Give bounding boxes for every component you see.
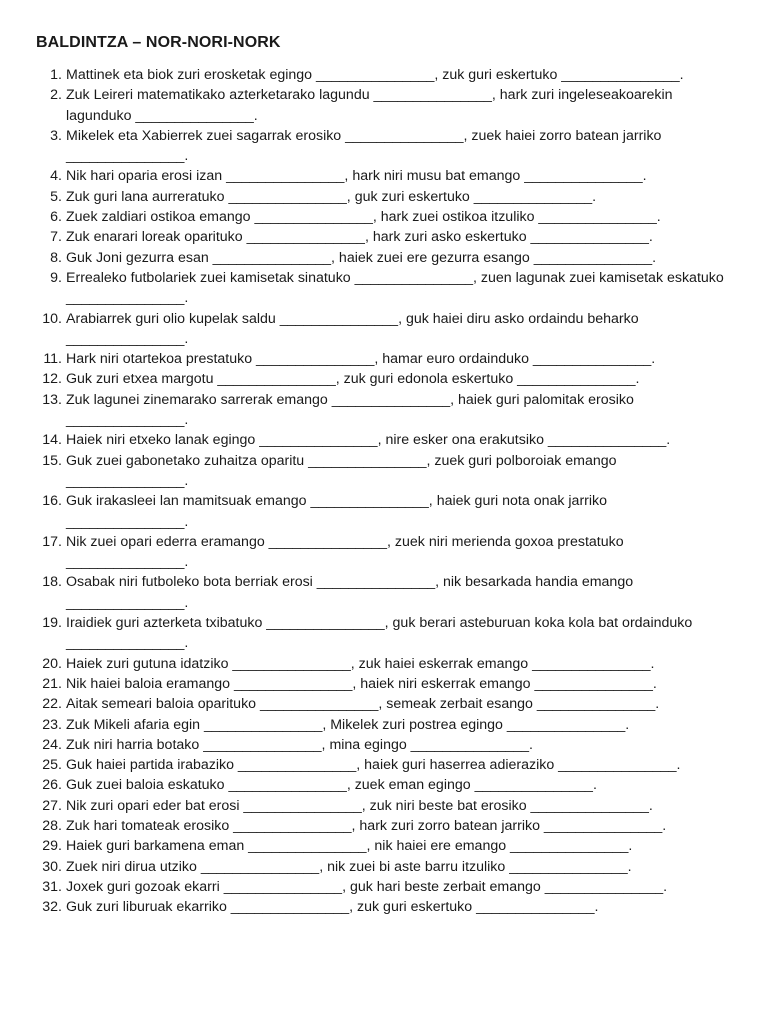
exercise-text: Nik zuei opari ederra eramango _______________, zuek niri merienda goxoa prestatuko _______________. [66,533,624,571]
page-title: BALDINTZA – NOR-NORI-NORK [36,34,281,51]
exercise-number: 2. [50,87,62,104]
exercise-number: 16. [42,493,62,510]
exercise-text: Guk zuri etxea margotu _______________, zuk guri edonola eskertuko _______________. [66,371,640,388]
exercise-text: Mattinek eta biok zuri erosketak egingo _______________, zuk guri eskertuko _______________. [66,67,684,83]
exercise-number: 31. [42,878,62,895]
exercise-number: 20. [42,655,62,672]
exercise-number: 17. [42,533,62,550]
exercise-number: 12. [42,371,62,388]
exercise-item [36,613,728,654]
exercise-item [36,897,728,917]
exercise-item [36,207,728,227]
exercise-text: Iraidiek guri azterketa txibatuko _______________, guk berari asteburuan koka kola bat ordainduko _______________. [66,615,693,652]
exercise-text: Nik zuri opari eder bat erosi _______________, zuk niri beste bat erosiko _______________. [66,797,653,814]
exercise-text: Osabak niri futboleko bota berriak erosi _______________, nik besarkada handia emango _______________. [66,574,634,611]
exercise-number: 8. [50,249,62,266]
exercise-item [36,126,728,167]
exercise-item [36,166,728,186]
exercise-number: 22. [42,696,62,713]
exercise-item [36,857,728,877]
exercise-number: 11. [43,351,62,368]
exercise-item [36,715,728,735]
exercise-item [36,451,728,492]
exercise-text: Zuk Mikeli afaria egin _______________, Mikelek zuri postrea egingo _______________. [66,716,630,733]
exercise-item [36,309,728,350]
exercise-item [36,532,728,573]
exercise-number: 10. [42,310,62,327]
exercise-item [36,65,728,85]
exercise-number: 28. [42,817,62,834]
exercise-text: Zuek niri dirua utziko _______________, nik zuei bi aste barru itzuliko _______________. [66,858,632,875]
exercise-item [36,430,728,450]
exercise-item [36,654,728,674]
exercise-item [36,248,728,268]
exercise-text: Zuek zaldiari ostikoa emango _______________, hark zuei ostikoa itzuliko _______________. [66,209,661,226]
exercise-text: Guk irakasleei lan mamitsuak emango _______________, haiek guri nota onak jarriko _______________. [66,493,608,530]
exercise-number: 4. [50,168,62,185]
exercise-item [36,390,728,431]
exercise-text: Guk zuei baloia eskatuko _______________, zuek eman egingo _______________. [66,777,597,794]
exercise-item [36,836,728,856]
exercise-text: Haiek guri barkamena eman _______________, nik haiei ere emango _______________. [66,838,633,855]
exercise-item [36,268,728,309]
exercise-number: 7. [50,229,62,246]
exercise-number: 5. [50,188,62,205]
exercise-item [36,369,728,389]
exercise-number: 3. [50,127,62,144]
exercise-item [36,735,728,755]
exercise-item [36,877,728,897]
exercise-item [36,674,728,694]
exercise-item [36,227,728,247]
exercise-text: Aitak semeari baloia oparituko _______________, semeak zerbait esango _______________. [66,696,660,713]
exercise-text: Guk zuri liburuak ekarriko _______________, zuk guri eskertuko _______________. [66,899,599,916]
exercise-item [36,187,728,207]
exercise-text: Guk Joni gezurra esan _______________, haiek zuei ere gezurra esango _______________. [66,249,657,266]
exercise-item [36,796,728,816]
exercise-number: 32. [42,899,62,916]
exercise-text: Guk zuei gabonetako zuhaitza oparitu _______________, zuek guri polboroiak emango _______________. [66,452,617,489]
exercise-number: 21. [42,675,62,692]
exercise-text: Zuk Leireri matematikako azterketarako lagundu _______________, hark zuri ingeleseakoarekin lagunduko _______________. [66,87,673,124]
exercise-item [36,349,728,369]
exercise-item [36,694,728,714]
exercise-text: Zuk niri harria botako _______________, mina egingo _______________. [66,736,533,753]
exercise-number: 19. [42,615,62,632]
exercise-item [36,755,728,775]
exercise-number: 15. [42,452,62,469]
exercise-text: Zuk hari tomateak erosiko _______________, hark zuri zorro batean jarriko _______________. [66,817,667,834]
exercise-number: 13. [42,391,62,408]
exercise-text: Zuk guri lana aurreratuko _______________, guk zuri eskertuko _______________. [66,188,597,205]
exercise-text: Zuk enarari loreak oparituko _______________, hark zuri asko eskertuko _______________. [66,229,653,246]
exercise-text: Arabiarrek guri olio kupelak saldu _______________, guk haiei diru asko ordaindu beharko _______________. [66,310,639,347]
exercise-number: 18. [42,574,62,591]
exercise-number: 6. [50,209,62,226]
exercise-text: Haiek niri etxeko lanak egingo _______________, nire esker ona erakutsiko _______________. [66,432,671,449]
exercise-number: 29. [42,838,62,855]
exercise-number: 9. [50,269,62,286]
exercise-number: 25. [42,757,62,774]
exercise-item [36,85,728,126]
exercise-text: Mikelek eta Xabierrek zuei sagarrak erosiko _______________, zuek haiei zorro batean jarriko _______________. [66,127,662,165]
exercise-item [36,775,728,795]
exercise-text: Guk haiei partida irabaziko _______________, haiek guri haserrea adieraziko _______________. [66,757,681,774]
exercise-text: Nik haiei baloia eramango _______________, haiek niri eskerrak emango _______________. [66,675,657,692]
exercise-text: Zuk lagunei zinemarako sarrerak emango _______________, haiek guri palomitak erosiko _______________. [66,391,634,429]
exercise-number: 24. [42,736,62,753]
exercise-list [36,65,728,917]
exercise-number: 26. [42,777,62,794]
exercise-item [36,572,728,613]
exercise-text: Errealeko futbolariek zuei kamisetak sinatuko _______________, zuen lagunak zuei kamisetak eskatuko _______________. [66,269,724,307]
exercise-text: Haiek zuri gutuna idatziko _______________, zuk haiei eskerrak emango _______________. [66,655,655,672]
exercise-text: Nik hari oparia erosi izan _______________, hark niri musu bat emango _______________. [66,168,647,185]
exercise-text: Joxek guri gozoak ekarri _______________, guk hari beste zerbait emango _______________. [66,878,668,895]
exercise-number: 1. [50,67,62,83]
exercise-number: 14. [42,432,62,449]
exercise-number: 27. [42,797,62,814]
exercise-item [36,816,728,836]
exercise-number: 23. [42,716,62,733]
exercise-text: Hark niri otartekoa prestatuko _______________, hamar euro ordainduko _______________. [66,351,656,368]
exercise-item [36,491,728,532]
exercise-number: 30. [42,858,62,875]
